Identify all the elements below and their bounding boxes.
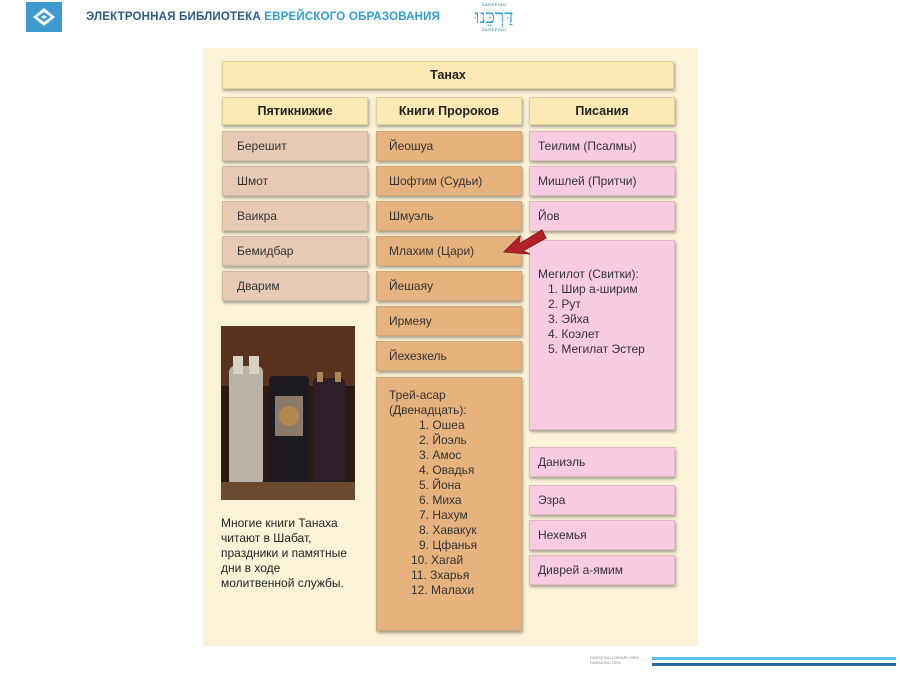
caption-text: Многие книги Танаха читают в Шабат, праздники и памятные дни в ходе молитвенной службы. [221, 516, 347, 590]
list-item: 4. Коэлет [548, 327, 600, 341]
footer-divider-light [652, 657, 896, 660]
list-item: 4. Овадья [419, 463, 475, 477]
header-title [86, 11, 440, 23]
header-title-accent: ЕВРЕЙСКОГО ОБРАЗОВАНИЯ [264, 11, 441, 23]
torah-scrolls-photo [221, 326, 355, 500]
list-item: 7. Нахум [419, 508, 468, 522]
writings-book: Диврей а-ямим [529, 555, 675, 585]
writings-book: Теилим (Псалмы) [529, 131, 675, 161]
trei-asar-group [376, 377, 522, 631]
torah-book: Бемидбар [222, 236, 368, 266]
footer-link-main[interactable]: DARKEINU.ORG [590, 660, 621, 665]
footer-divider-dark [652, 663, 896, 666]
trei-asar-title: Трей-асар (Двенадцать): [389, 388, 467, 417]
torah-book: Шмот [222, 166, 368, 196]
torah-book: Берешит [222, 131, 368, 161]
writings-book: Мишлей (Притчи) [529, 166, 675, 196]
prophets-book: Йешаяу [376, 271, 522, 301]
footer-links [590, 655, 639, 665]
brand-hebrew: דַּרְכֵּנוּ [474, 6, 514, 28]
writings-book: Эзра [529, 485, 675, 515]
prophets-book: Йехезкель [376, 341, 522, 371]
list-item: 9. Цфанья [419, 538, 478, 552]
list-item: 11. Зхарья [411, 568, 470, 582]
prophets-book: Ирмеяу [376, 306, 522, 336]
list-item: 5. Йона [419, 478, 461, 492]
brand-small-bottom: DARKEINU [481, 27, 507, 32]
brand-small-top: DARKEINU [481, 2, 507, 7]
list-item: 3. Эйха [548, 312, 590, 326]
prophets-book: Шмуэль [376, 201, 522, 231]
list-item: 8. Хавакук [419, 523, 477, 537]
list-item: 1. Шир а-ширим [548, 282, 638, 296]
heading-torah: Пятикнижие [222, 97, 368, 125]
header-title-main: ЭЛЕКТРОННАЯ БИБЛИОТЕКА [86, 11, 261, 23]
writings-book: Йов [529, 201, 675, 231]
writings-book: Нехемья [529, 520, 675, 550]
list-item: 2. Йоэль [419, 433, 467, 447]
library-logo[interactable] [26, 2, 62, 32]
trei-asar-list [389, 418, 521, 598]
torah-book: Ваикра [222, 201, 368, 231]
list-item: 2. Рут [548, 297, 581, 311]
tanakh-title: Танах [222, 61, 674, 89]
megillot-title: Мегилот (Свитки): [538, 267, 639, 281]
prophets-book: Шофтим (Судьи) [376, 166, 522, 196]
megillot-list [538, 282, 674, 357]
prophets-book-highlighted: Млахим (Цари) [376, 236, 522, 266]
list-item: 12. Малахи [411, 583, 475, 597]
writings-book: Даниэль [529, 447, 675, 477]
footer-link-library[interactable]: DARKEINU-LIBRARY.ORG [590, 655, 639, 660]
megillot-group [529, 240, 675, 430]
list-item: 5. Мегилат Эстер [548, 342, 645, 356]
heading-prophets: Книги Пророков [376, 97, 522, 125]
list-item: 10. Хагай [411, 553, 464, 567]
prophets-book: Йеошуа [376, 131, 522, 161]
brand-logo[interactable] [466, 2, 522, 32]
torah-book: Дварим [222, 271, 368, 301]
heading-writings: Писания [529, 97, 675, 125]
list-item: 1. Ошеа [419, 418, 465, 432]
list-item: 6. Миха [419, 493, 462, 507]
highlight-arrow-icon [502, 226, 548, 262]
list-item: 3. Амос [419, 448, 462, 462]
